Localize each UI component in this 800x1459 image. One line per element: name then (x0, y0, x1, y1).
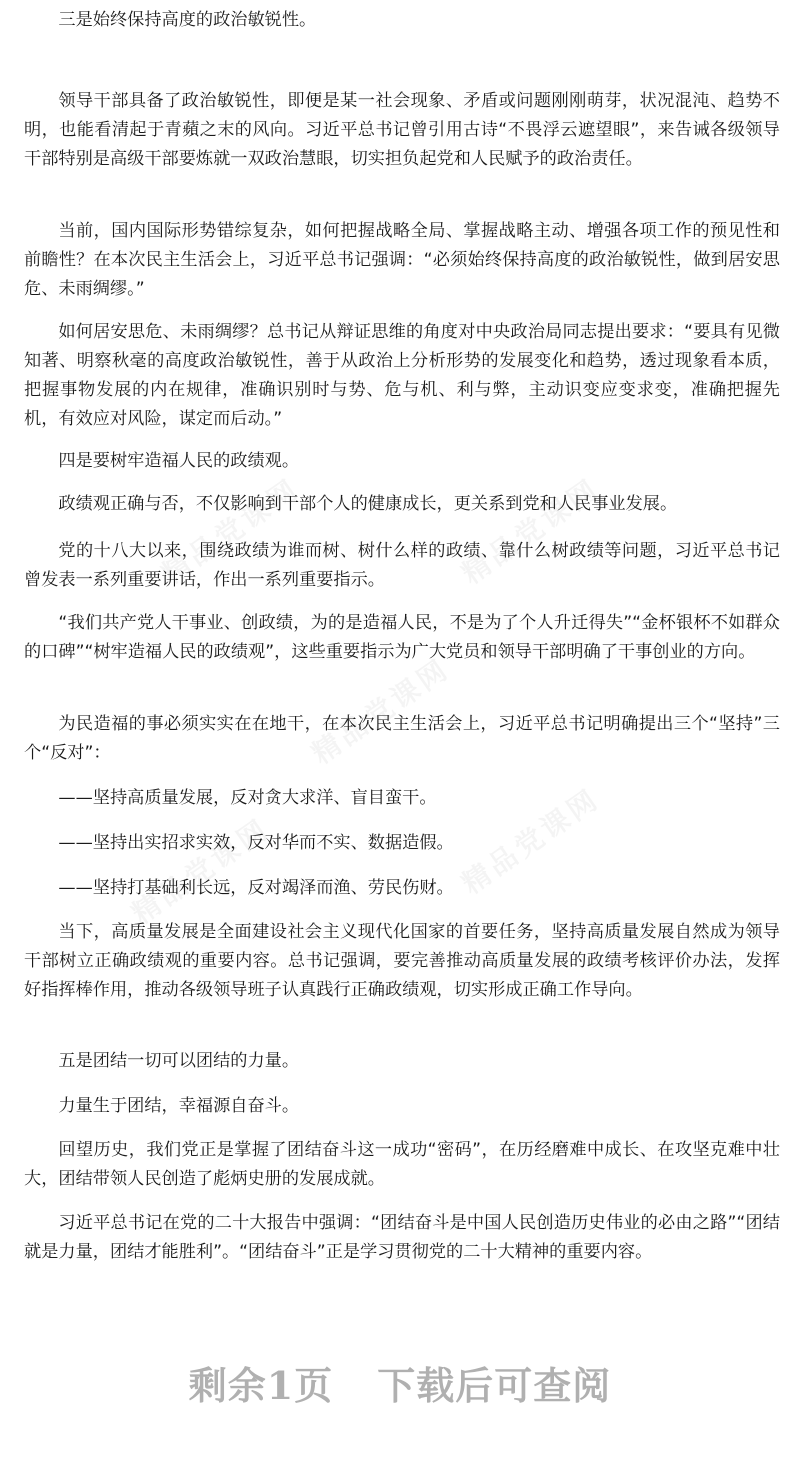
paragraph: 当前，国内国际形势错综复杂，如何把握战略全局、掌握战略主动、增强各项工作的预见性和前瞻性？在本次民主生活会上，习近平总书记强调：“必须始终保持高度的政治敏锐性，做到居安思危、未雨绸缪。” (24, 221, 780, 299)
watermark (123, 808, 277, 933)
paragraph: 领导干部具备了政治敏锐性，即便是某一社会现象、矛盾或问题刚刚萌芽，状况混沌、趋势不明，也能看清起于青蘋之末的风向。习近平总书记曾引用古诗“不畏浮云遮望眼”，来告诫各级领导干部特别是高级干部要炼就一双政治慧眼，切实担负起党和人民赋予的政治责任。 (24, 91, 780, 169)
paragraph: 回望历史，我们党正是掌握了团结奋斗这一成功“密码”，在历经磨难中成长、在攻坚克难中壮大，团结带领人民创造了彪炳史册的发展成就。 (24, 1140, 780, 1189)
paragraph: 习近平总书记在党的二十大报告中强调：“团结奋斗是中国人民创造历史伟业的必由之路”“团结就是力量，团结才能胜利”。“团结奋斗”正是学习贯彻党的二十大精神的重要内容。 (24, 1213, 780, 1262)
section-heading-4: 四是要树牢造福人民的政绩观。 (58, 451, 300, 471)
paragraph: 为民造福的事必须实实在在地干，在本次民主生活会上，习近平总书记明确提出三个“坚持”三个“反对”： (24, 714, 780, 763)
remaining-pages-label: 剩余1页 (188, 1363, 334, 1408)
paragraph: “我们共产党人干事业、创政绩，为的是造福人民，不是为了个人升迁得失”“金杯银杯不如群众的口碑”“树牢造福人民的政绩观”，这些重要指示为广大党员和领导干部明确了干事创业的方向。 (24, 613, 780, 662)
paragraph: 政绩观正确与否，不仅影响到干部个人的健康成长，更关系到党和人民事业发展。 (58, 494, 678, 514)
paragraph: 如何居安思危、未雨绸缪？总书记从辩证思维的角度对中央政治局同志提出要求：“要具有见微知著、明察秋毫的高度政治敏锐性，善于从政治上分析形势的发展变化和趋势，透过现象看本质，把握事物发展的内在规律，准确识别时与势、危与机、利与弊，主动识变应变求变，准确把握先机，有效应对风险，谋定而后动。” (24, 322, 780, 429)
section-heading-5: 五是团结一切可以团结的力量。 (58, 1051, 300, 1071)
download-prompt[interactable] (0, 1355, 800, 1410)
list-item: ——坚持高质量发展，反对贪大求洋、盲目蛮干。 (58, 788, 437, 808)
list-item: ——坚持出实招求实效，反对华而不实、数据造假。 (58, 833, 454, 853)
section-heading-3: 三是始终保持高度的政治敏锐性。 (58, 10, 317, 30)
paragraph: 党的十八大以来，围绕政绩为谁而树、树什么样的政绩、靠什么树政绩等问题，习近平总书记曾发表一系列重要讲话，作出一系列重要指示。 (24, 541, 780, 590)
download-to-view-label: 下载后可查阅 (377, 1363, 612, 1408)
paragraph: 当下，高质量发展是全面建设社会主义现代化国家的首要任务，坚持高质量发展自然成为领导干部树立正确政绩观的重要内容。总书记强调，要完善推动高质量发展的政绩考核评价办法，发挥好指挥棒作用，推动各级领导班子认真践行正确政绩观，切实形成正确工作导向。 (24, 922, 780, 1000)
list-item: ——坚持打基础利长远，反对竭泽而渔、劳民伤财。 (58, 878, 454, 898)
paragraph: 力量生于团结，幸福源自奋斗。 (58, 1096, 300, 1116)
